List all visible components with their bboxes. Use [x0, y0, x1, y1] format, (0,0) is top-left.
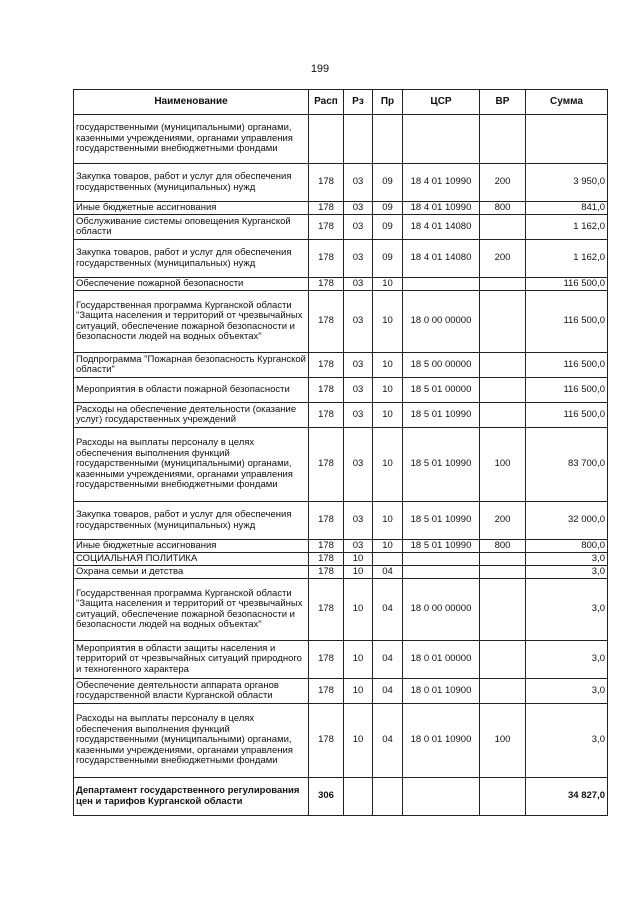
table-cell-pr: 04	[373, 704, 403, 778]
table-cell-vr	[480, 579, 526, 641]
table-row	[74, 403, 608, 428]
table-cell-vr	[480, 353, 526, 378]
table-cell-name: Обслуживание системы оповещения Курганской области	[74, 215, 309, 240]
table-cell-csr: 18 4 01 14080	[403, 215, 480, 240]
table-cell-csr: 18 0 01 00000	[403, 641, 480, 679]
table-row	[74, 540, 608, 553]
table-cell-rasp: 178	[309, 202, 344, 215]
table-cell-vr	[480, 778, 526, 816]
table-row	[74, 641, 608, 679]
table-row	[74, 164, 608, 202]
table-cell-csr	[403, 278, 480, 291]
table-cell-vr	[480, 641, 526, 679]
table-cell-vr	[480, 378, 526, 403]
table-cell-name: Обеспечение деятельности аппарата органов государственной власти Курганской области	[74, 679, 309, 704]
table-cell-sum: 3,0	[526, 553, 608, 566]
table-cell-vr: 800	[480, 202, 526, 215]
table-cell-pr: 10	[373, 378, 403, 403]
table-cell-rz: 03	[344, 378, 373, 403]
table-cell-pr: 04	[373, 641, 403, 679]
table-cell-name: Закупка товаров, работ и услуг для обеспечения государственных (муниципальных) нужд	[74, 502, 309, 540]
table-cell-rz: 03	[344, 215, 373, 240]
header-rasp: Расп	[309, 90, 344, 115]
table-cell-pr: 10	[373, 403, 403, 428]
table-cell-vr	[480, 553, 526, 566]
table-cell-name: государственными (муниципальными) органами, казенными учреждениями, органами управления государственными внебюджетными фондами	[74, 115, 309, 164]
table-row	[74, 278, 608, 291]
table-row	[74, 778, 608, 816]
table-cell-csr: 18 5 01 10990	[403, 428, 480, 502]
table-cell-pr: 04	[373, 679, 403, 704]
header-sum: Сумма	[526, 90, 608, 115]
table-cell-csr: 18 5 01 00000	[403, 378, 480, 403]
table-cell-pr: 04	[373, 579, 403, 641]
table-cell-rasp: 306	[309, 778, 344, 816]
table-cell-vr	[480, 679, 526, 704]
table-cell-rasp: 178	[309, 164, 344, 202]
table-cell-vr: 100	[480, 704, 526, 778]
table-row	[74, 353, 608, 378]
table-cell-sum: 83 700,0	[526, 428, 608, 502]
table-cell-name: Государственная программа Курганской области "Защита населения и территорий от чрезвычайных ситуаций, обеспечение пожарной безопасности и безопасности людей на водных объектах"	[74, 291, 309, 353]
header-rz: Рз	[344, 90, 373, 115]
table-cell-name: Государственная программа Курганской области "Защита населения и территорий от чрезвычайных ситуаций, обеспечение пожарной безопасности и безопасности людей на водных объектах"	[74, 579, 309, 641]
table-cell-sum	[526, 115, 608, 164]
table-cell-rasp: 178	[309, 278, 344, 291]
table-cell-vr: 100	[480, 428, 526, 502]
table-cell-rz: 03	[344, 428, 373, 502]
table-cell-rz: 10	[344, 553, 373, 566]
table-cell-sum: 3,0	[526, 566, 608, 579]
table-cell-sum: 3,0	[526, 704, 608, 778]
table-cell-name: Иные бюджетные ассигнования	[74, 202, 309, 215]
table-cell-rz: 10	[344, 566, 373, 579]
table-cell-pr: 10	[373, 428, 403, 502]
table-cell-csr	[403, 553, 480, 566]
table-cell-csr: 18 5 01 10990	[403, 502, 480, 540]
table-cell-vr	[480, 115, 526, 164]
table-cell-name: Департамент государственного регулирования цен и тарифов Курганской области	[74, 778, 309, 816]
table-row	[74, 566, 608, 579]
table-cell-rz	[344, 778, 373, 816]
table-cell-rasp: 178	[309, 540, 344, 553]
table-cell-csr	[403, 566, 480, 579]
table-cell-rasp: 178	[309, 641, 344, 679]
table-cell-name: Мероприятия в области защиты населения и территорий от чрезвычайных ситуаций природного и техногенного характера	[74, 641, 309, 679]
table-cell-csr: 18 5 01 10990	[403, 540, 480, 553]
table-cell-name: Иные бюджетные ассигнования	[74, 540, 309, 553]
table-cell-rz: 03	[344, 502, 373, 540]
table-cell-pr: 04	[373, 566, 403, 579]
table-cell-name: Расходы на обеспечение деятельности (оказание услуг) государственных учреждений	[74, 403, 309, 428]
table-cell-pr	[373, 553, 403, 566]
table-cell-rz: 03	[344, 240, 373, 278]
table-cell-rasp: 178	[309, 291, 344, 353]
table-cell-vr: 200	[480, 240, 526, 278]
table-row	[74, 291, 608, 353]
table-cell-vr	[480, 403, 526, 428]
header-vr: ВР	[480, 90, 526, 115]
table-cell-vr: 200	[480, 502, 526, 540]
table-cell-rasp: 178	[309, 566, 344, 579]
table-cell-sum: 32 000,0	[526, 502, 608, 540]
table-cell-pr: 10	[373, 540, 403, 553]
table-cell-vr	[480, 566, 526, 579]
table-row	[74, 579, 608, 641]
table-cell-sum: 34 827,0	[526, 778, 608, 816]
header-name: Наименование	[74, 90, 309, 115]
table-cell-name: Закупка товаров, работ и услуг для обеспечения государственных (муниципальных) нужд	[74, 240, 309, 278]
table-cell-rasp	[309, 115, 344, 164]
table-cell-sum: 800,0	[526, 540, 608, 553]
table-cell-rasp: 178	[309, 579, 344, 641]
table-row	[74, 378, 608, 403]
table-cell-vr: 800	[480, 540, 526, 553]
table-cell-csr: 18 5 01 10990	[403, 403, 480, 428]
table-cell-pr: 10	[373, 291, 403, 353]
table-cell-pr: 09	[373, 164, 403, 202]
table-cell-csr: 18 4 01 10990	[403, 164, 480, 202]
table-cell-vr: 200	[480, 164, 526, 202]
table-cell-rasp: 178	[309, 553, 344, 566]
table-cell-name: Подпрограмма "Пожарная безопасность Курганской области"	[74, 353, 309, 378]
table-row	[74, 704, 608, 778]
table-cell-pr: 10	[373, 353, 403, 378]
table-cell-csr	[403, 115, 480, 164]
table-cell-rz: 03	[344, 353, 373, 378]
table-cell-sum: 841,0	[526, 202, 608, 215]
table-cell-rasp: 178	[309, 378, 344, 403]
table-row	[74, 115, 608, 164]
table-cell-name: Закупка товаров, работ и услуг для обеспечения государственных (муниципальных) нужд	[74, 164, 309, 202]
table-cell-sum: 116 500,0	[526, 403, 608, 428]
table-cell-rz: 10	[344, 579, 373, 641]
table-cell-rasp: 178	[309, 215, 344, 240]
table-cell-pr	[373, 115, 403, 164]
table-row	[74, 553, 608, 566]
table-cell-rz: 03	[344, 540, 373, 553]
table-cell-pr	[373, 778, 403, 816]
table-cell-sum: 116 500,0	[526, 278, 608, 291]
table-row	[74, 502, 608, 540]
table-row	[74, 679, 608, 704]
table-cell-csr: 18 0 00 00000	[403, 579, 480, 641]
table-cell-sum: 3 950,0	[526, 164, 608, 202]
table-cell-rz: 03	[344, 164, 373, 202]
table-cell-name: Расходы на выплаты персоналу в целях обеспечения выполнения функций государственными (муниципальными) органами, казенными учреждениями, органами управления государственными внебюджетными фондами	[74, 704, 309, 778]
header-csr: ЦСР	[403, 90, 480, 115]
page-number: 199	[310, 63, 330, 75]
table-cell-rz: 10	[344, 679, 373, 704]
table-cell-rz: 03	[344, 291, 373, 353]
table-cell-csr: 18 0 01 10900	[403, 679, 480, 704]
table-cell-sum: 1 162,0	[526, 240, 608, 278]
table-body	[74, 115, 608, 816]
table-cell-pr: 10	[373, 278, 403, 291]
table-cell-csr	[403, 778, 480, 816]
table-cell-csr: 18 0 01 10900	[403, 704, 480, 778]
table-cell-pr: 10	[373, 502, 403, 540]
table-cell-rasp: 178	[309, 403, 344, 428]
table-cell-rasp: 178	[309, 502, 344, 540]
table-cell-sum: 116 500,0	[526, 353, 608, 378]
table-cell-vr	[480, 215, 526, 240]
table-cell-name: Расходы на выплаты персоналу в целях обеспечения выполнения функций государственными (муниципальными) органами, казенными учреждениями, органами управления государственными внебюджетными фондами	[74, 428, 309, 502]
table-cell-rasp: 178	[309, 704, 344, 778]
table-cell-csr: 18 5 00 00000	[403, 353, 480, 378]
table-cell-csr: 18 4 01 10990	[403, 202, 480, 215]
table-cell-rz: 03	[344, 278, 373, 291]
table-cell-sum: 1 162,0	[526, 215, 608, 240]
table-cell-rasp: 178	[309, 679, 344, 704]
table-cell-name: СОЦИАЛЬНАЯ ПОЛИТИКА	[74, 553, 309, 566]
table-cell-rasp: 178	[309, 428, 344, 502]
table-cell-pr: 09	[373, 202, 403, 215]
table-row	[74, 215, 608, 240]
header-pr: Пр	[373, 90, 403, 115]
table-cell-csr: 18 0 00 00000	[403, 291, 480, 353]
table-cell-name: Охрана семьи и детства	[74, 566, 309, 579]
table-cell-sum: 116 500,0	[526, 291, 608, 353]
table-cell-vr	[480, 291, 526, 353]
table-cell-sum: 3,0	[526, 579, 608, 641]
table-cell-name: Обеспечение пожарной безопасности	[74, 278, 309, 291]
table-row	[74, 202, 608, 215]
budget-table	[73, 89, 608, 816]
table-cell-sum: 116 500,0	[526, 378, 608, 403]
table-cell-vr	[480, 278, 526, 291]
table-cell-rz: 03	[344, 403, 373, 428]
table-cell-name: Мероприятия в области пожарной безопасности	[74, 378, 309, 403]
table-cell-rz: 03	[344, 202, 373, 215]
table-cell-rz: 10	[344, 704, 373, 778]
table-header-row	[74, 90, 608, 115]
table-row	[74, 240, 608, 278]
table-cell-csr: 18 4 01 14080	[403, 240, 480, 278]
table-cell-sum: 3,0	[526, 679, 608, 704]
table-cell-rasp: 178	[309, 353, 344, 378]
table-cell-sum: 3,0	[526, 641, 608, 679]
table-cell-rz: 10	[344, 641, 373, 679]
table-cell-rasp: 178	[309, 240, 344, 278]
table-row	[74, 428, 608, 502]
table-cell-pr: 09	[373, 240, 403, 278]
table-cell-rz	[344, 115, 373, 164]
table-cell-pr: 09	[373, 215, 403, 240]
